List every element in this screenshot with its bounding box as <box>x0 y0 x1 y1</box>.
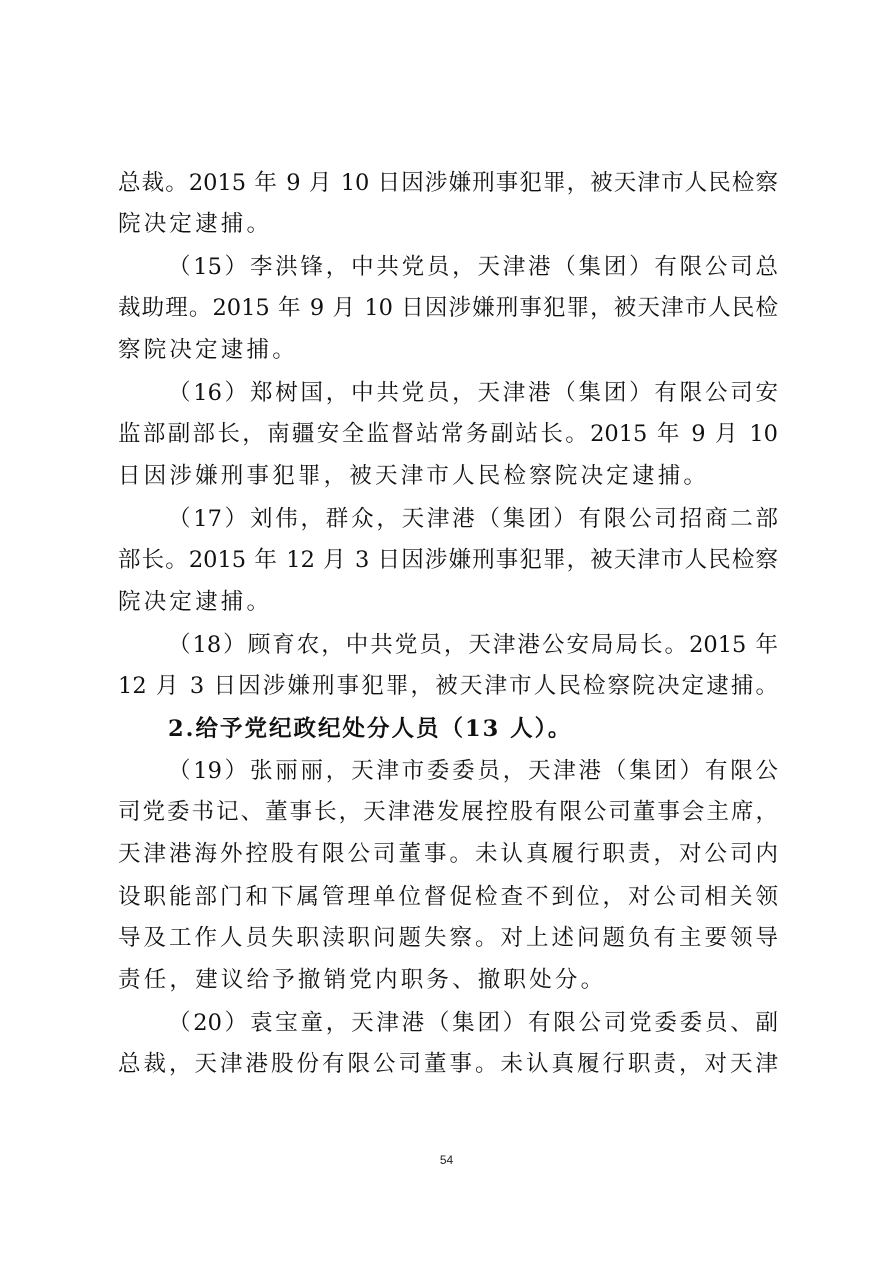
text-line-1: 总裁。2015 年 9 月 10 日因涉嫌刑事犯罪，被天津市人民检察 <box>118 170 778 196</box>
text-line-21: （20）袁宝童，天津港（集团）有限公司党委委员、副 <box>168 1010 778 1036</box>
text-line-7: 监部副部长，南疆安全监督站常务副站长。2015 年 9 月 10 <box>118 421 778 447</box>
text-line-12: （18）顾育农，中共党员，天津港公安局局长。2015 年 <box>168 632 778 658</box>
text-line-11: 院决定逮捕。 <box>118 589 273 615</box>
text-line-4: 裁助理。2015 年 9 月 10 日因涉嫌刑事犯罪，被天津市人民检 <box>118 295 778 321</box>
text-line-16: 司党委书记、董事长，天津港发展控股有限公司董事会主席， <box>118 799 778 825</box>
text-line-13: 12 月 3 日因涉嫌刑事犯罪，被天津市人民检察院决定逮捕。 <box>118 673 778 699</box>
text-line-19: 导及工作人员失职渎职问题失察。对上述问题负有主要领导 <box>118 925 778 951</box>
text-line-5: 察院决定逮捕。 <box>118 337 298 363</box>
section-heading: 2.给予党纪政纪处分人员（13 人）。 <box>168 716 573 742</box>
text-line-8: 日因涉嫌刑事犯罪，被天津市人民检察院决定逮捕。 <box>118 463 710 489</box>
text-line-2: 院决定逮捕。 <box>118 211 273 237</box>
text-line-3: （15）李洪锋，中共党员，天津港（集团）有限公司总 <box>168 254 778 280</box>
text-line-15: （19）张丽丽，天津市委委员，天津港（集团）有限公 <box>168 758 778 784</box>
text-line-18: 设职能部门和下属管理单位督促检查不到位，对公司相关领 <box>118 884 778 910</box>
text-line-17: 天津港海外控股有限公司董事。未认真履行职责，对公司内 <box>118 841 778 867</box>
text-line-9: （17）刘伟，群众，天津港（集团）有限公司招商二部 <box>168 506 778 532</box>
text-line-20: 责任，建议给予撤销党内职务、撤职处分。 <box>118 967 607 993</box>
text-line-10: 部长。2015 年 12 月 3 日因涉嫌刑事犯罪，被天津市人民检察 <box>118 547 778 573</box>
page-number: 54 <box>439 1153 454 1167</box>
text-line-22: 总裁，天津港股份有限公司董事。未认真履行职责，对天津 <box>118 1051 778 1077</box>
text-line-6: （16）郑树国，中共党员，天津港（集团）有限公司安 <box>168 380 778 406</box>
